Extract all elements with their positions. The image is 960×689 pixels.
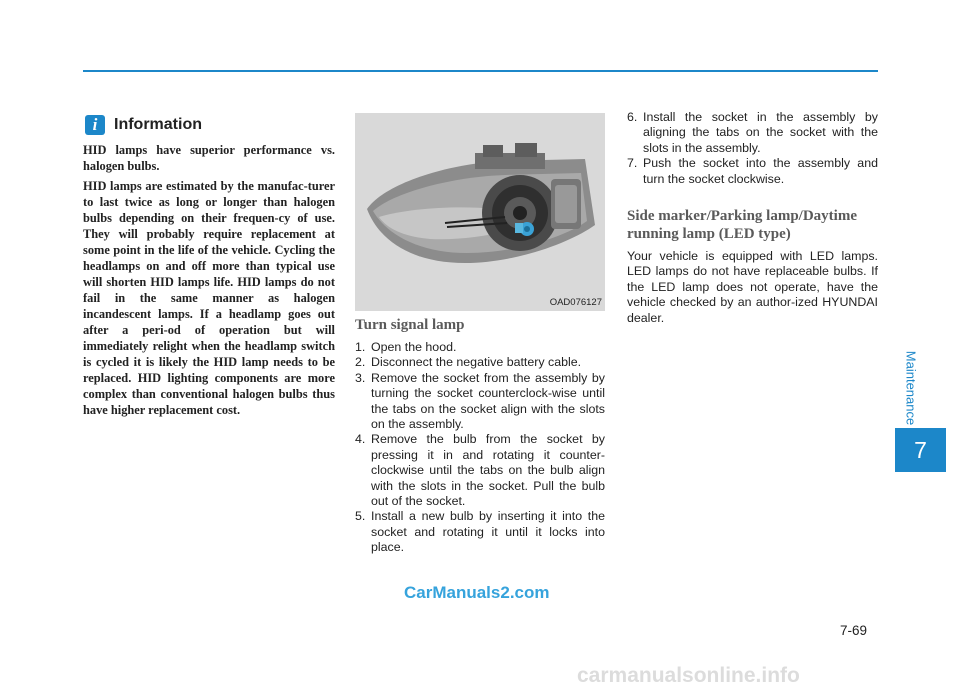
step-text: Remove the bulb from the socket by pressing it in and rotating it counter-clockwise until the tabs on the bulb align with the slots in the socket. Pull the bulb out of the socket. (371, 432, 605, 509)
column-middle (355, 113, 605, 556)
info-icon: i (85, 115, 105, 135)
step-text: Remove the socket from the assembly by turning the socket counterclock-wise until the tabs on the socket align with the slots on the assembly. (371, 370, 605, 432)
turn-signal-steps-part1 (355, 340, 605, 556)
headlamp-illustration (355, 113, 605, 311)
column-right (627, 110, 878, 326)
info-paragraph-2: HID lamps are estimated by the manufac-turer to last twice as long or longer than halogen bulbs depending on their frequen-cy of use. They will probably require replacement at some point in the life of the vehicle. Cycling the headlamps on and off more than typical use will shorten HID lamps life. HID lamps do not fail in the same manner as halogen incandescent lamps. If a headlamp goes out after a peri-od of operation but will immediately relight when the headlamp switch is cycled it is likely the HID lamp needs to be replaced. HID lighting components are more complex than conventional halogen bulbs thus have higher replacement cost. (83, 179, 335, 417)
step-number: 2. (355, 355, 366, 370)
step-item (355, 355, 605, 370)
step-item (627, 110, 878, 156)
side-marker-heading: Side marker/Parking lamp/Daytime running lamp (LED type) (627, 208, 857, 243)
step-number: 5. (355, 509, 366, 524)
chapter-title: Maintenance (903, 350, 919, 426)
information-header (83, 112, 335, 138)
step-number: 4. (355, 432, 366, 447)
step-text: Disconnect the negative battery cable. (371, 355, 582, 370)
step-item (355, 509, 605, 555)
information-title: Information (114, 116, 202, 133)
footer-watermark: carmanualsonline.info (577, 664, 800, 687)
step-text: Open the hood. (371, 340, 457, 354)
info-paragraph-1: HID lamps have superior performance vs. halogen bulbs. (83, 143, 335, 173)
step-number: 1. (355, 340, 366, 354)
top-rule (83, 70, 878, 72)
turn-signal-steps-part2 (627, 110, 878, 187)
side-marker-paragraph: Your vehicle is equipped with LED lamps. LED lamps do not have replaceable bulbs. If the LED lamp does not operate, have the vehicle checked by an author-ized HYUNDAI dealer. (627, 249, 878, 325)
figure-code: OAD076127 (549, 297, 602, 308)
step-number: 7. (627, 156, 638, 171)
step-text: Install the socket in the assembly by aligning the tabs on the socket with the slots in the assembly. (643, 110, 878, 155)
step-text: Install a new bulb by inserting it into the socket and rotating it until it locks into place. (371, 509, 605, 555)
step-number: 3. (355, 370, 366, 385)
headlamp-assembly-figure (355, 113, 605, 311)
step-item (355, 432, 605, 509)
information-box (83, 112, 335, 418)
chapter-side-label (902, 342, 920, 434)
chapter-tab: 7 (895, 428, 946, 472)
step-item (355, 340, 605, 355)
watermark-link[interactable]: CarManuals2.com (404, 583, 550, 602)
step-item (627, 156, 878, 187)
turn-signal-heading: Turn signal lamp (355, 317, 465, 333)
page-number: 7-69 (840, 623, 868, 638)
step-item (355, 371, 605, 433)
step-number: 6. (627, 110, 638, 124)
step-text: Push the socket into the assembly and turn the socket clockwise. (643, 156, 878, 186)
